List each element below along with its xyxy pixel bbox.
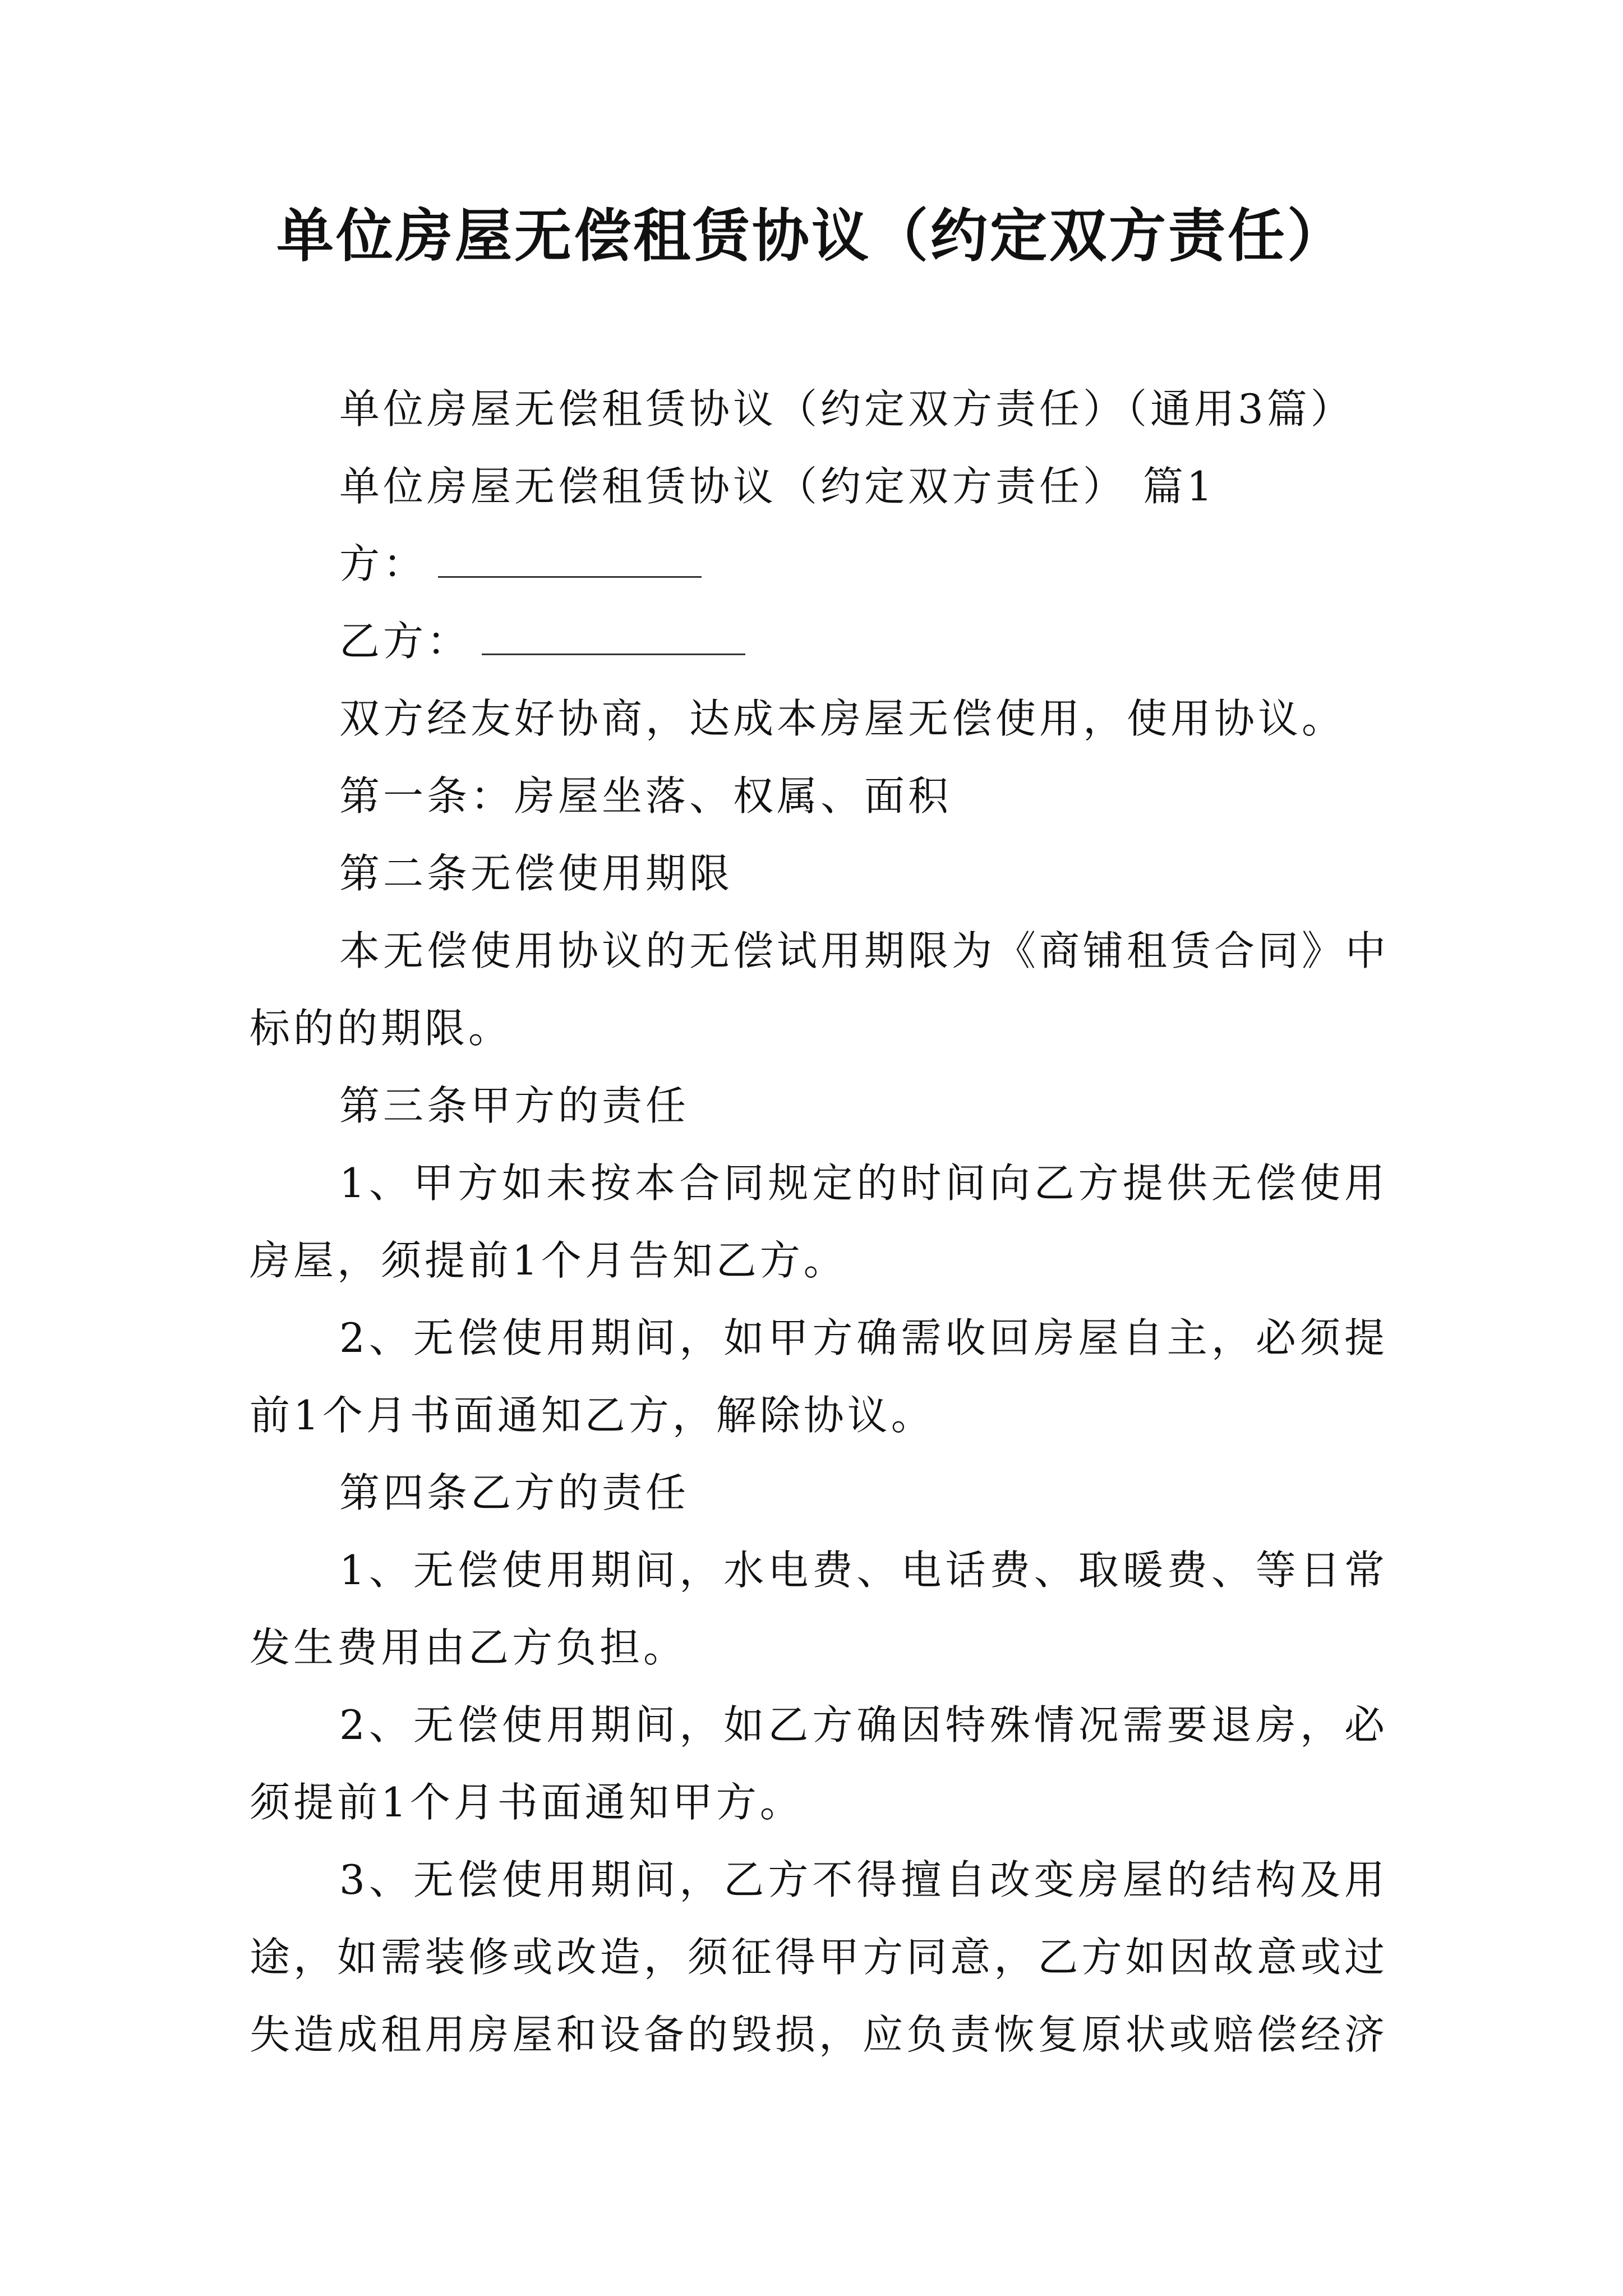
party-a-blank	[438, 554, 702, 578]
section-heading: 第三条甲方的责任	[339, 1082, 690, 1129]
text-line: 2、无偿使用期间，如甲方确需收回房屋自主，必须提	[339, 1314, 1388, 1361]
party-b-label: 乙方：	[339, 618, 471, 665]
text-line: 须提前1个月书面通知甲方。	[250, 1779, 804, 1826]
party-a-line	[250, 525, 1388, 602]
text-line: 失造成租用房屋和设备的毁损，应负责恢复原状或赔偿经济	[250, 2011, 1388, 2058]
text-line: 1、无偿使用期间，水电费、电话费、取暖费、等日常	[339, 1547, 1388, 1594]
text-line: 2、无偿使用期间，如乙方确因特殊情况需要退房，必	[339, 1701, 1388, 1749]
text-line: 途，如需装修或改造，须征得甲方同意，乙方如因故意或过	[250, 1934, 1388, 1981]
document-title: 单位房屋无偿租赁协议（约定双方责任）	[276, 203, 1347, 270]
text-line: 房屋，须提前1个月告知乙方。	[250, 1237, 847, 1284]
text-line: 本无偿使用协议的无偿试用期限为《商铺租赁合同》中	[339, 927, 1390, 974]
text-line: 标的的期限。	[250, 1005, 513, 1052]
text-line: 双方经友好协商，达成本房屋无偿使用，使用协议。	[339, 695, 1346, 742]
party-b-blank	[482, 631, 745, 655]
section-heading: 第二条无偿使用期限	[339, 850, 734, 897]
section-heading: 第四条乙方的责任	[339, 1469, 690, 1516]
document-body	[250, 370, 1388, 2073]
text-line: 单位房屋无偿租赁协议（约定双方责任）（通用3篇）	[339, 385, 1354, 432]
text-line: 3、无偿使用期间，乙方不得擅自改变房屋的结构及用	[339, 1856, 1388, 1903]
party-a-label: 方：	[339, 540, 427, 587]
text-line: 发生费用由乙方负担。	[250, 1624, 688, 1671]
text-line: 1、甲方如未按本合同规定的时间向乙方提供无偿使用	[339, 1159, 1388, 1207]
text-line: 前1个月书面通知乙方，解除协议。	[250, 1392, 935, 1439]
section-heading: 第一条：房屋坐落、权属、面积	[339, 772, 952, 820]
text-line: 单位房屋无偿租赁协议（约定双方责任） 篇1	[339, 463, 1216, 510]
party-b-line	[250, 602, 1388, 680]
